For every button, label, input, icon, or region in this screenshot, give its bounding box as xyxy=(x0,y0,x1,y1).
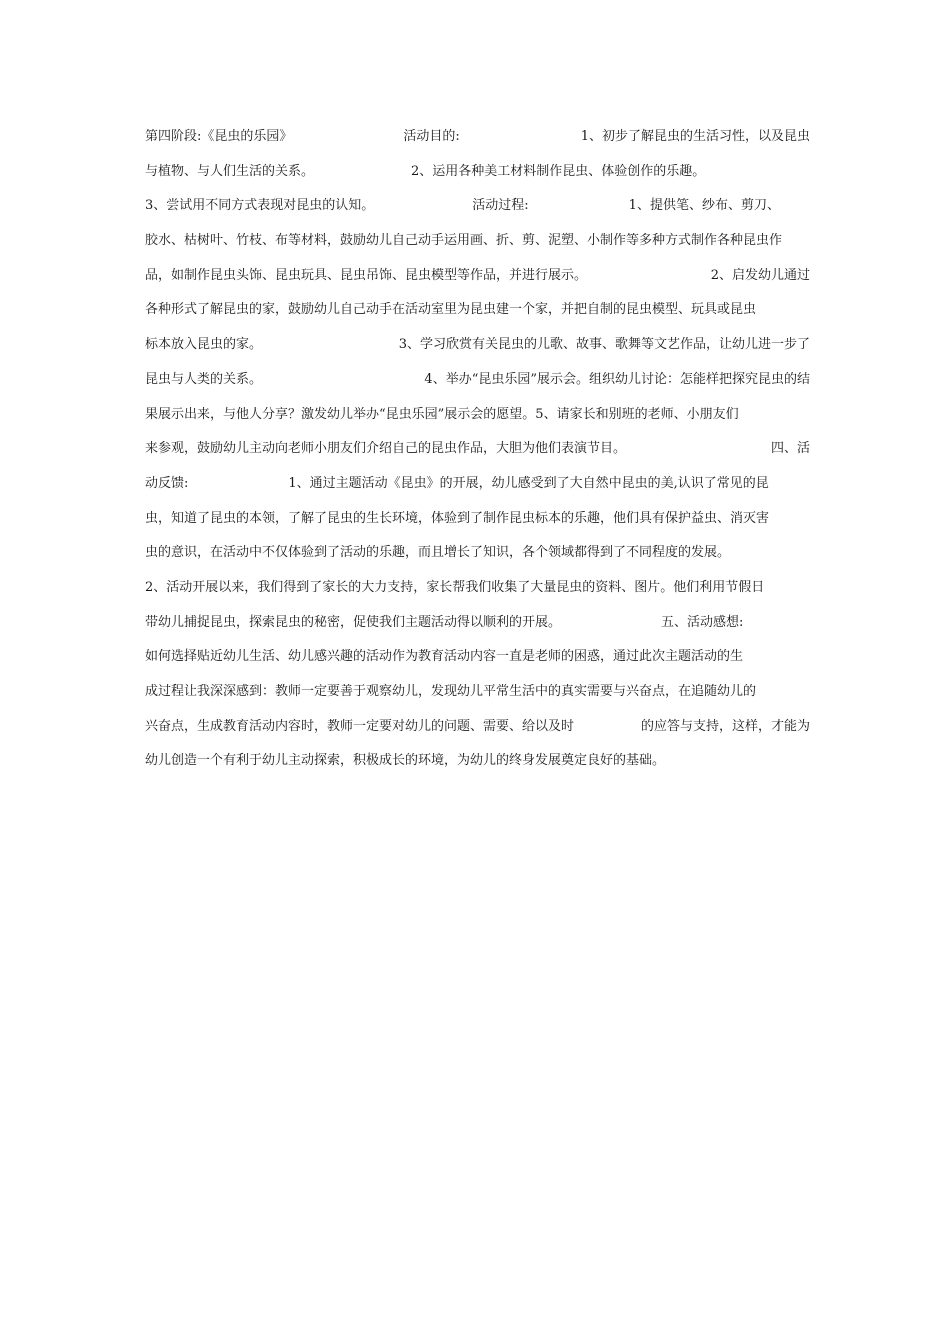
text-segment: 昆虫与人类的关系。 xyxy=(145,371,263,387)
text-segment: 各种形式了解昆虫的家，鼓励幼儿自己动手在活动室里为昆虫建一个家，并把自制的昆虫模型、玩具或昆虫 xyxy=(145,302,757,318)
text-segment: 五、活动感想: xyxy=(661,614,744,630)
text-segment: 第四阶段:《昆虫的乐园》 xyxy=(145,129,293,144)
text-segment: 如何选择贴近幼儿生活、幼儿感兴趣的活动作为教育活动内容一直是老师的困惑，通过此次主题活动的生 xyxy=(145,649,744,665)
text-segment: 胶水、枯树叶、竹枝、布等材料，鼓励幼儿自己动手运用画、折、剪、泥塑、小制作等多种方式制作各种昆虫作 xyxy=(145,233,783,249)
body-text xyxy=(145,124,810,783)
text-line-18 xyxy=(145,714,810,749)
text-line-5 xyxy=(145,263,810,298)
text-segment: 成过程让我深深感到：教师一定要善于观察幼儿，发现幼儿平常生活中的真实需要与兴奋点，在追随幼儿的 xyxy=(145,684,757,699)
text-segment: 活动目的: xyxy=(403,129,460,144)
text-segment: 与植物、与人们生活的关系。 xyxy=(145,163,315,179)
text-line-2 xyxy=(145,159,810,194)
text-line-7 xyxy=(145,332,810,367)
text-line-1 xyxy=(145,124,810,159)
text-segment: 2、运用各种美工材料制作昆虫、体验创作的乐趣。 xyxy=(411,163,706,179)
text-segment: 的应答与支持，这样，才能为 xyxy=(640,718,810,734)
text-line-16 xyxy=(145,644,810,679)
text-line-3 xyxy=(145,193,810,228)
text-line-9 xyxy=(145,402,810,437)
text-line-4 xyxy=(145,228,810,263)
text-segment: 品，如制作昆虫头饰、昆虫玩具、昆虫吊饰、昆虫模型等作品，并进行展示。 xyxy=(145,267,588,283)
text-line-14 xyxy=(145,575,810,610)
text-segment: 果展示出来，与他人分享？激发幼儿举办“昆虫乐园”展示会的愿望。5、请家长和别班的老师、小朋友们 xyxy=(145,406,739,422)
text-line-11 xyxy=(145,471,810,506)
text-line-17 xyxy=(145,679,810,714)
text-segment: 虫的意识，在活动中不仅体验到了活动的乐趣，而且增长了知识，各个领域都得到了不同程度的发展。 xyxy=(145,545,731,561)
text-line-19 xyxy=(145,748,810,783)
text-segment: 四、活 xyxy=(770,441,810,457)
text-segment: 来参观，鼓励幼儿主动向老师小朋友们介绍自己的昆虫作品，大胆为他们表演节目。 xyxy=(145,441,627,457)
text-segment: 标本放入昆虫的家。 xyxy=(145,337,263,353)
text-segment: 1、通过主题活动《昆虫》的开展，幼儿感受到了大自然中昆虫的美,认识了常见的昆 xyxy=(288,475,769,491)
text-segment: 2、活动开展以来，我们得到了家长的大力支持，家长帮我们收集了大量昆虫的资料、图片。他们利用节假日 xyxy=(145,579,765,595)
text-segment: 3、尝试用不同方式表现对昆虫的认知。 xyxy=(145,198,375,214)
text-segment: 3、学习欣赏有关昆虫的儿歌、故事、歌舞等文艺作品，让幼儿进一步了 xyxy=(398,337,810,353)
text-segment: 1、初步了解昆虫的生活习性，以及昆虫 xyxy=(580,129,810,144)
text-segment: 带幼儿捕捉昆虫，探索昆虫的秘密，促使我们主题活动得以顺利的开展。 xyxy=(145,614,562,630)
text-line-13 xyxy=(145,540,810,575)
text-line-15 xyxy=(145,610,810,645)
text-segment: 2、启发幼儿通过 xyxy=(710,267,810,283)
text-segment: 幼儿创造一个有利于幼儿主动探索，积极成长的环境，为幼儿的终身发展奠定良好的基础。 xyxy=(145,753,666,769)
text-line-12 xyxy=(145,506,810,541)
text-segment: 活动过程: xyxy=(472,198,529,214)
text-line-6 xyxy=(145,297,810,332)
text-line-10 xyxy=(145,436,810,471)
text-segment: 兴奋点，生成教育活动内容时，教师一定要对幼儿的问题、需要、给以及时 xyxy=(145,718,575,734)
text-segment: 动反馈: xyxy=(145,475,189,491)
text-line-8 xyxy=(145,367,810,402)
text-segment: 4、举办“昆虫乐园”展示会。组织幼儿讨论：怎能样把探究昆虫的结 xyxy=(424,371,810,387)
text-segment: 虫，知道了昆虫的本领，了解了昆虫的生长环境，体验到了制作昆虫标本的乐趣，他们具有保护益虫、消灭害 xyxy=(145,510,770,526)
text-segment: 1、提供笔、纱布、剪刀、 xyxy=(628,198,780,214)
